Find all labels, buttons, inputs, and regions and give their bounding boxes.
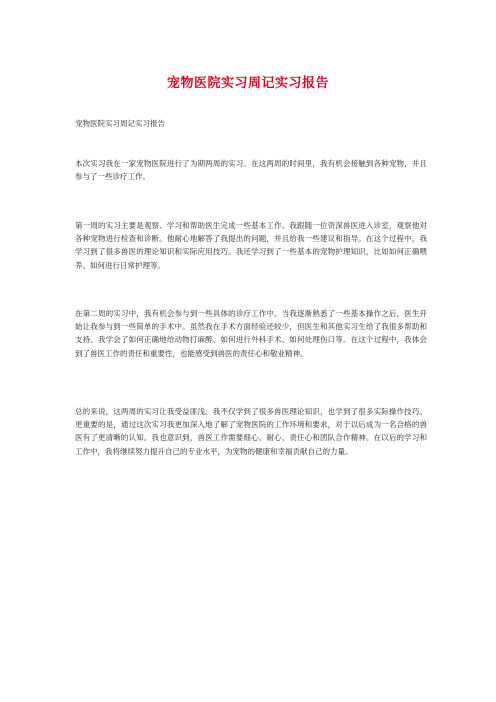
document-title: 宠物医院实习周记实习报告 (166, 76, 329, 91)
paragraph-week-one: 第一周的实习主要是观察、学习和帮助医生完成一些基本工作。我跟随一位资深兽医进入诊室，观察他对各种宠物进行检查和诊断。他耐心地解答了我提出的问题，并且给我一些建议和指导。在这个过程中，我学习到了很多兽医的理论知识和实际应用技巧。我还学习到了一些基本的宠物护理知识，比如如何正确喂养、如何进行日常护理等。 (75, 221, 427, 270)
document-subtitle: 宠物医院实习周记实习报告 (75, 119, 165, 128)
paragraph-summary: 总的来说，这两周的实习让我受益匪浅。我不仅学到了很多兽医理论知识，也学到了很多实际操作技巧。更重要的是，通过这次实习我更加深入地了解了宠物医院的工作环境和要求，对于以后成为一名合格的兽医有了更清晰的认知。我也意识到，兽医工作需要细心、耐心、责任心和团队合作精神。在以后的学习和工作中，我将继续努力提升自己的专业水平，为宠物的健康和幸福贡献自己的力量。 (75, 407, 427, 456)
paragraph-intro: 本次实习我在一家宠物医院进行了为期两周的实习。在这两周的时间里，我有机会接触到各种宠物，并且参与了一些诊疗工作。 (75, 159, 427, 182)
paragraph-week-two: 在第二周的实习中，我有机会参与到一些具体的诊疗工作中。当我逐渐熟悉了一些基本操作之后，医生开始让我参与到一些简单的手术中。虽然我在手术方面经验还较少，但医生和其他实习生给了我很多帮助和支持。我学会了如何正确地给动物打麻醉、如何进行外科手术、如何处理伤口等。在这个过程中，我体会到了兽医工作的责任和重要性，也能感受到兽医的责任心和敬业精神。 (75, 309, 427, 358)
